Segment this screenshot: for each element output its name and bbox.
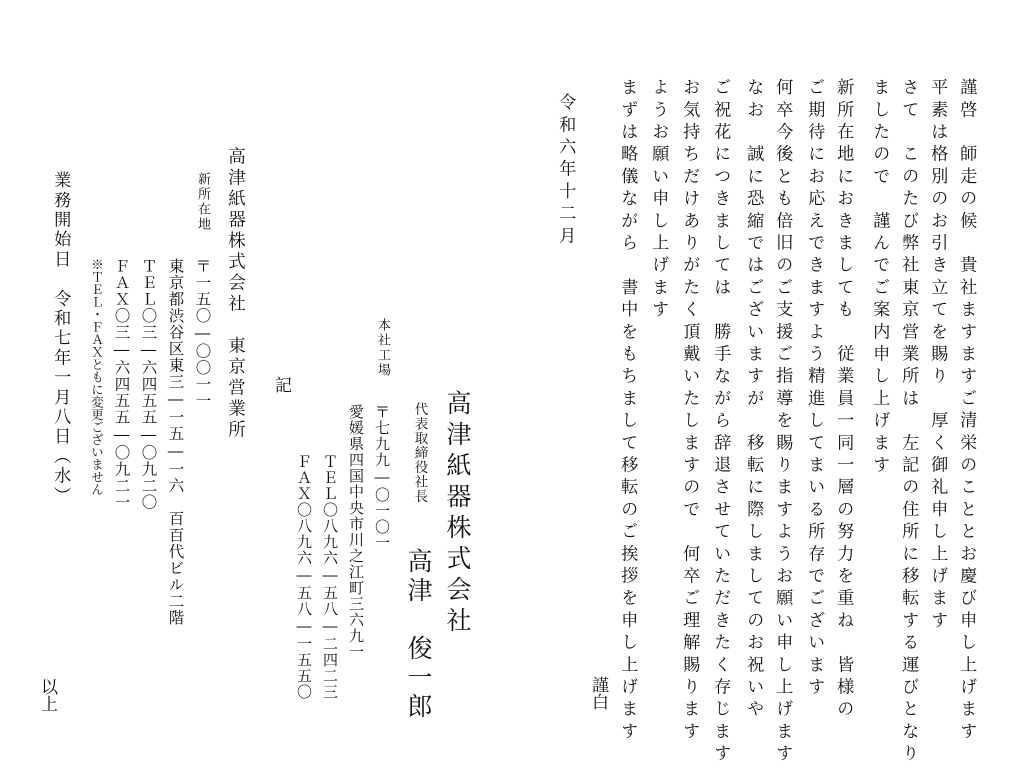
- letter-line-1: 謹啓 師走の候 貴社ますますご清栄のこととお慶び申し上げます: [956, 78, 977, 744]
- letter-line-3: さて このたび弊社東京営業所は 左記の住所に移転する運びとなり: [898, 78, 919, 767]
- letter-line-4: ましたので 謹んでご案内申し上げます: [869, 78, 890, 478]
- end-mark: 以上: [37, 678, 57, 712]
- letter-date: 令和六年十二月: [555, 93, 576, 249]
- new-office-tel: ＴＥＬ〇三―六四五五―〇九二〇: [139, 258, 158, 511]
- letter-line-7: 何卒今後とも倍旧のご支援ご指導を賜りますようお願い申し上げます: [772, 78, 793, 767]
- letter-line-9: ご祝花につきましては 勝手ながら辞退させていただきたく存じます: [710, 78, 731, 767]
- new-office-label: 新所在地: [195, 172, 210, 232]
- hq-fax: ＦＡＸ〇八九六―五八―一五五〇: [295, 454, 313, 700]
- new-office-fax: ＦＡＸ〇三―六四五五―〇九二一: [112, 258, 131, 511]
- new-office-postal-code: 〒一五〇―〇〇一一: [193, 258, 212, 409]
- hq-label: 本社工場: [375, 318, 390, 378]
- business-start-date: 業務開始日 令和七年一月八日（水）: [50, 171, 71, 506]
- hq-representative-name: 高津 俊一郎: [404, 548, 433, 722]
- hq-postal-code: 〒七九九―〇一〇一: [373, 404, 391, 551]
- hq-tel: ＴＥＬ〇八九六―五八―二四二三: [321, 454, 339, 700]
- hq-representative-title: 代表取締役社長: [411, 402, 428, 504]
- letter-line-2: 平素は格別のお引き立てを賜り 厚く御礼申し上げます: [927, 78, 948, 633]
- new-office-note: ※ＴＥＬ・ＦＡＸともに変更ございません: [89, 258, 105, 496]
- new-office-address: 東京都渋谷区東三―一五―一六 百百代ビル二階: [166, 258, 185, 626]
- letter-line-8: なお 誠に恐縮ではございますが 移転に際しましてのお祝いや: [743, 78, 764, 722]
- closing-word: 謹白: [588, 676, 608, 710]
- letter-line-10: お気持ちだけありがたく頂戴いたしますので 何卒ご理解賜ります: [679, 78, 700, 744]
- letter-line-6: ご期待にお応えできますよう精進してまいる所存でございます: [804, 78, 825, 700]
- ki-mark: 記: [271, 376, 291, 393]
- new-office-company-name: 高津紙器株式会社 東京営業所: [225, 147, 246, 441]
- letter-line-5: 新所在地におきましても 従業員一同一層の努力を重ね 皆様の: [833, 78, 854, 722]
- hq-company-name: 高津紙器株式会社: [443, 390, 472, 638]
- hq-address: 愛媛県四国中央市川之江町三六九一: [347, 404, 365, 660]
- letter-line-12: まずは略儀ながら 書中をもちまして移転のご挨拶を申し上げます: [617, 78, 638, 744]
- letter-line-11: ようお願い申し上げます: [648, 78, 669, 323]
